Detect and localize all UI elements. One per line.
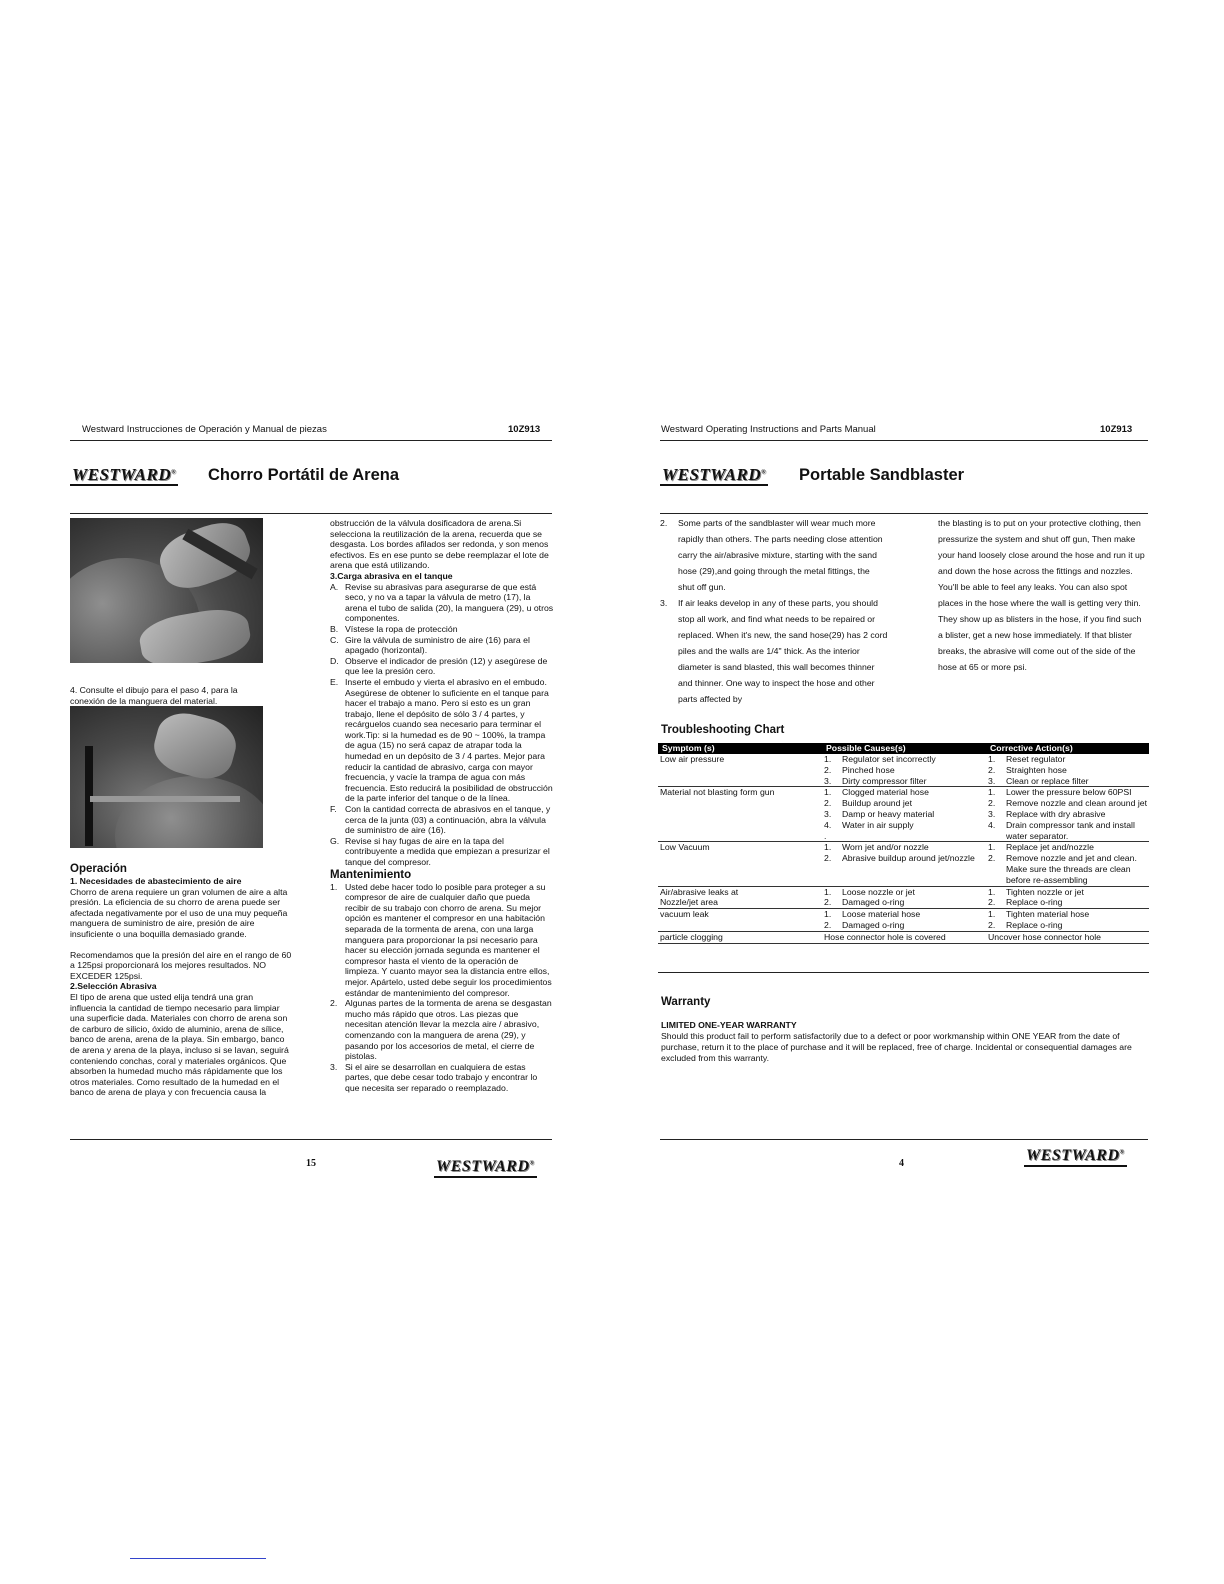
item-number: 2. [824, 764, 832, 775]
item-text: Damp or heavy material [842, 808, 935, 819]
action-cell [986, 886, 1149, 909]
action-item [988, 853, 1149, 885]
action-item [988, 920, 1149, 931]
table-row [658, 886, 1149, 909]
cause-cell [822, 787, 986, 842]
item-text: Lower the pressure below 60PSI [1006, 787, 1132, 798]
cause-item [824, 897, 986, 908]
list-item-text: Con la cantidad correcta de abrasivos en el tanque, y cerca de la junta (03) a continuación, abra la válvula de suministro de aire (16). [345, 804, 551, 836]
item-number: 3. [988, 775, 996, 786]
action-item [988, 909, 1149, 920]
item-text: Hose connector hole is covered [824, 931, 946, 942]
item-text: Tighten material hose [1006, 909, 1090, 920]
list-item-text: Si el aire se desarrollan en cualquiera de estas partes, que debe cesar todo trabajo y encontrar lo que necesita ser reparado o reemplazado. [345, 1061, 538, 1093]
footer-rule [660, 1139, 1148, 1140]
item-text: Dirty compressor filter [842, 775, 927, 786]
action-cell [986, 909, 1149, 932]
item-text: Worn jet and/or nozzle [842, 842, 929, 853]
symptom-cell [658, 787, 822, 842]
item-text: Clogged material hose [842, 787, 929, 798]
symptom-text: Low air pressure [660, 754, 725, 764]
symptom-text: Air/abrasive leaks at [660, 886, 739, 897]
troubleshooting-heading: Troubleshooting Chart [661, 724, 785, 736]
list-item-label: E. [330, 676, 339, 687]
photo-1-caption: 4. Consulte el dibujo para el paso 4, para la conexión de la manguera del material. [70, 685, 238, 706]
list-item-label: 2. [660, 518, 668, 528]
cause-item [824, 809, 986, 820]
item-text: Buildup around jet [842, 798, 913, 809]
item-text: Replace o-ring [1006, 919, 1063, 930]
header-code: 10Z913 [1100, 424, 1133, 435]
item-text: Straighten hose [1006, 764, 1067, 775]
item-number: 1. [824, 787, 832, 798]
action-item [988, 765, 1149, 776]
cause-cell [822, 886, 986, 909]
list-item-label: 3. [660, 598, 668, 608]
list-item-text: Inserte el embudo y vierta el abrasivo en el embudo. Asegúrese de obtener lo suficiente en el tanque para hacer el trabajo a mano. Pero si esto es un gran trabajo, llene el depósito de sólo 3 / 4 partes, y recárguelos cuando sea necesario para terminar el work.Tip: si la humedad es de 90 ~ 100%, la trampa de agua (15) no será capaz de atrapar toda la humedad en un depósito de 3 / 4 partes. Mejor para reducir la cantidad de abrasivo, carga con mayor frecuencia, y vacíe la trampa de agua con más frecuencia. Esto reducirá la posibilidad de obstrucción de la parte inferior del tanque o de la línea. [345, 676, 553, 804]
list-item [330, 804, 554, 836]
list-item-text: Vístese la ropa de protección [345, 623, 458, 634]
page-title: Chorro Portátil de Arena [208, 466, 399, 484]
table-row [658, 931, 1149, 943]
cause-cell [822, 931, 986, 943]
item-text: Pinched hose [842, 764, 895, 775]
item-number: 1. [988, 754, 996, 764]
list-item-label: G. [330, 835, 340, 846]
item-number: . [824, 830, 827, 841]
list-item-label: C. [330, 634, 339, 645]
warranty-text: Should this product fail to perform satisfactorily due to a defect or poor workmanship within ONE YEAR from the date of purchase, return it to the place of purchase and it will be replaced, free of charge. Incidental or consequential damages are excluded from this warranty. [661, 1031, 1132, 1063]
section-heading-operacion: Operación [70, 863, 127, 875]
item-number: 2. [988, 764, 996, 775]
item-number: 1. [824, 886, 832, 897]
action-item [988, 754, 1149, 765]
list-item-text: If air leaks develop in any of these parts, you should stop all work, and find what needs to be repaired or replaced. When it's new, the sand hose(29) has 2 cord piles and the walls are 1/4" thick. As the interior diameter is sand blasted, this wall becomes thinner and thinner. One way to inspect the hose and other parts affected by [678, 598, 888, 704]
subheading-air-supply: 1. Necesidades de abastecimiento de aire [70, 876, 242, 886]
header-rule [660, 440, 1148, 441]
westward-logo-footer: WESTWARD® [434, 1159, 537, 1178]
section-heading-mantenimiento: Mantenimiento [330, 868, 412, 881]
symptom-text: Nozzle/jet area [660, 897, 718, 908]
list-item-label: 2. [330, 998, 338, 1009]
item-number: 3. [824, 775, 832, 786]
list-item [330, 998, 554, 1062]
action-item [988, 897, 1149, 908]
item-text: Damaged o-ring [842, 919, 905, 930]
cause-item [824, 932, 986, 943]
link-underline [130, 1558, 266, 1559]
symptom-cell [658, 931, 822, 943]
item-number: 4. [988, 819, 996, 830]
subheading-abrasive: 2.Selección Abrasiva [70, 981, 157, 992]
warranty-heading: Warranty [661, 996, 711, 1008]
cause-cell [822, 754, 986, 787]
list-item [330, 635, 554, 656]
action-item [988, 842, 1149, 853]
item-number: 2. [988, 853, 996, 864]
item-number: 1. [824, 842, 832, 853]
right-column-1 [660, 515, 888, 707]
item-number: 3. [824, 808, 832, 819]
item-text: Tighten nozzle or jet [1006, 886, 1084, 897]
cause-item [824, 842, 986, 853]
symptom-text: Low Vacuum [660, 842, 710, 853]
westward-logo: WESTWARD® [72, 465, 177, 484]
column-header-causes: Possible Causes(s) [822, 743, 986, 754]
action-cell [986, 842, 1149, 886]
paragraph: obstrucción de la válvula dosificadora de arena.Si selecciona la reutilización de la arena, recuerda que se desgasta. Los bordes afilados ser redonda, y son menos efectivos. Es en ese punto se debe reemplazar el lote de arena que está utilizando. [330, 518, 549, 571]
right-page [612, 0, 1224, 1584]
item-number: 2. [988, 897, 996, 908]
item-text: Abrasive buildup around jet/nozzle [842, 853, 975, 864]
header-title: Westward Operating Instructions and Parts Manual [661, 424, 876, 435]
cause-item [824, 765, 986, 776]
item-number: 1. [988, 842, 996, 853]
list-item-text: Some parts of the sandblaster will wear much more rapidly than others. The parts needing close attention carry the air/abrasive mixture, starting with the sand hose (29),and going through the metal fittings, the shut off gun. [678, 518, 883, 592]
item-number: 2. [824, 919, 832, 930]
title-rule [70, 513, 552, 514]
list-item-label: 1. [330, 881, 338, 892]
item-text: Replace with dry abrasive [1006, 808, 1106, 819]
column-header-actions: Corrective Action(s) [986, 743, 1149, 754]
action-item [988, 820, 1149, 842]
item-number: 1. [824, 754, 832, 764]
paragraph: Chorro de arena requiere un gran volumen de aire a alta presión. La eficiencia de su chorro de arena puede ser afectada negativamente por el uso de una muy pequeña manguera de suministro de aire, presión de aire insuficiente o una boquilla demasiado grande. [70, 886, 288, 939]
cause-item [824, 831, 986, 842]
item-number: 3. [988, 808, 996, 819]
list-item [330, 836, 554, 868]
troubleshooting-table [658, 743, 1149, 944]
westward-logo-footer: WESTWARD® [1024, 1148, 1127, 1167]
cause-item [824, 776, 986, 787]
cause-item [824, 920, 986, 931]
page-number: 15 [306, 1158, 316, 1169]
item-text: Loose material hose [842, 909, 921, 920]
list-item-text: Usted debe hacer todo lo posible para proteger a su compresor de aire de cualquier daño que pueda recibir de su trabajo con chorro de arena. Su mejor opción es mantener el compresor en una habitación separada de la tormenta de arena, con una larga manguera para proporcionar la psi necesario para hacer su elección jornada segunda es mantener el compresor hasta el viento de la operación de limpieza. Y cuanto mayor sea la distancia entre ellos, mejor. Apártelo, usted debe seguir los procedimientos estándar de mantenimiento del compresor. [345, 881, 552, 998]
list-item-text: Revise su abrasivas para asegurarse de que está seco, y no va a tapar la válvula de metro (17), la arena el tubo de salida (20), la manguera (29), u otros componentes. [345, 581, 554, 624]
list-item [330, 677, 554, 804]
list-item [330, 882, 554, 999]
list-item-text: Algunas partes de la tormenta de arena se desgastan mucho más rápido que otros. Las piezas que necesitan atención llevar la mezcla aire / abrasivo, comenzando con la manguera de arena (29), y pasando por los accesorios de metal, el cierre de pistolas. [345, 998, 552, 1062]
list-item [660, 595, 888, 707]
sandblaster-photo-1 [70, 518, 263, 663]
cause-cell [822, 909, 986, 932]
list-item-label: D. [330, 655, 339, 666]
list-item [330, 1062, 554, 1094]
action-cell [986, 754, 1149, 787]
symptom-cell [658, 909, 822, 932]
header-title: Westward Instrucciones de Operación y Manual de piezas [82, 424, 327, 435]
action-item [988, 776, 1149, 787]
westward-logo: WESTWARD® [662, 465, 767, 484]
action-item [988, 932, 1149, 943]
header-code: 10Z913 [508, 424, 541, 435]
item-number: 4. [824, 819, 832, 830]
list-item [660, 515, 888, 595]
symptom-text: particle clogging [660, 931, 723, 942]
cause-item [824, 754, 986, 765]
action-item [988, 798, 1149, 809]
item-text: Replace o-ring [1006, 897, 1063, 908]
sandblaster-photo-2 [70, 706, 263, 848]
maintenance-list [330, 882, 554, 1094]
right-column-2 [938, 515, 1148, 675]
action-cell [986, 787, 1149, 842]
table-header-row [658, 743, 1149, 754]
paragraph: El tipo de arena que usted elija tendrá una gran influencia la cantidad de tiempo necesario para limpiar una superficie dada. Materiales con chorro de arena son de carburo de silicio, óxido de aluminio, arena de sílice, banco de arena, arena de la playa. Sin embargo, banco de arena y arena de la playa, incluso si se lavan, seguirá conteniendo conchas, coral y materiales orgánicos. Que absorben la humedad mucho más rápidamente que los otros materiales. Como resultado de la humedad en el banco de arena de playa y con frecuencia causa la [70, 991, 289, 1098]
cause-item [824, 887, 986, 898]
item-text: Water in air supply [842, 819, 914, 830]
item-number: 1. [988, 909, 996, 920]
item-number: 1. [988, 886, 996, 897]
header-rule [70, 440, 552, 441]
item-number: 1. [824, 909, 832, 920]
column-header-symptom: Symptom (s) [658, 743, 822, 754]
item-text: Drain compressor tank and install water separator. [1006, 819, 1135, 841]
item-text: Uncover hose connector hole [988, 931, 1102, 942]
paragraph: Recomendamos que la presión del aire en el rango de 60 a 125psi proporcionará los mejores resultados. NO EXCEDER 125psi. [70, 949, 292, 981]
table-row [658, 787, 1149, 842]
symptom-text: vacuum leak [660, 909, 709, 920]
item-text: Clean or replace filter [1006, 775, 1089, 786]
list-item-text: Gire la válvula de suministro de aire (16) para el apagado (horizontal). [345, 634, 530, 656]
item-text: Regulator set incorrectly [842, 754, 936, 764]
table-row [658, 842, 1149, 886]
list-item [330, 656, 554, 677]
maintenance-list [660, 515, 888, 707]
page-title: Portable Sandblaster [799, 466, 965, 484]
item-number: 2. [988, 919, 996, 930]
list-item-text: Observe el indicador de presión (12) y asegúrese de que lee la presión cero. [345, 655, 548, 677]
cause-item [824, 853, 986, 864]
action-cell [986, 931, 1149, 943]
item-text: Reset regulator [1006, 754, 1066, 764]
action-item [988, 887, 1149, 898]
item-number: 2. [824, 798, 832, 809]
list-item-label: F. [330, 804, 337, 815]
item-number: 2. [824, 853, 832, 864]
list-item-label: B. [330, 623, 339, 634]
list-item [330, 624, 554, 635]
symptom-text: Material not blasting form gun [660, 787, 775, 798]
tank-loading-steps [330, 582, 554, 868]
item-number: 1. [988, 787, 996, 798]
table-row [658, 909, 1149, 932]
item-text: Remove nozzle and clean around jet [1006, 798, 1148, 809]
subheading-tank-loading: 3.Carga abrasiva en el tanque [330, 570, 453, 581]
footer-rule [70, 1139, 552, 1140]
list-item-label: A. [330, 581, 339, 592]
item-text: Damaged o-ring [842, 897, 905, 908]
table-row [658, 754, 1149, 787]
list-item [330, 582, 554, 624]
cause-item [824, 909, 986, 920]
symptom-cell [658, 754, 822, 787]
list-item-text: Revise si hay fugas de aire en la tapa del contribuyente a medida que empiezan a presurizar el tanque del compresor. [345, 835, 550, 867]
item-text: Remove nozzle and jet and clean. Make sure the threads are clean before re-assembling [1006, 853, 1137, 885]
page-number: 4 [899, 1158, 904, 1169]
action-item [988, 809, 1149, 820]
item-text: Loose nozzle or jet [842, 886, 915, 897]
cause-item [824, 820, 986, 831]
list-item-label: 3. [330, 1061, 338, 1072]
item-number: 2. [824, 897, 832, 908]
cause-item [824, 798, 986, 809]
action-item [988, 787, 1149, 798]
warranty-subheading: LIMITED ONE-YEAR WARRANTY [661, 1020, 797, 1030]
item-text: Replace jet and/nozzle [1006, 842, 1094, 853]
symptom-cell [658, 842, 822, 886]
left-column-1 [70, 863, 292, 1098]
table-bottom-rule [658, 972, 1149, 973]
cause-cell [822, 842, 986, 886]
cause-item [824, 787, 986, 798]
symptom-cell [658, 886, 822, 909]
paragraph: the blasting is to put on your protective clothing, then pressurize the system and shut off gun, Then make your hand loosely close around the hose and run it up and down the hose across the fittings and nozzles. You'll be able to feel any leaks. You can also spot places in the hose where the wall is getting very thin. They show up as blisters in the hose, if you find such a blister, get a new hose immediately. If that blister breaks, the abrasive will come out of the side of the hose at 65 or more psi. [938, 518, 1145, 672]
item-number: 2. [988, 798, 996, 809]
left-column-2 [330, 518, 554, 1093]
title-rule [660, 513, 1148, 514]
